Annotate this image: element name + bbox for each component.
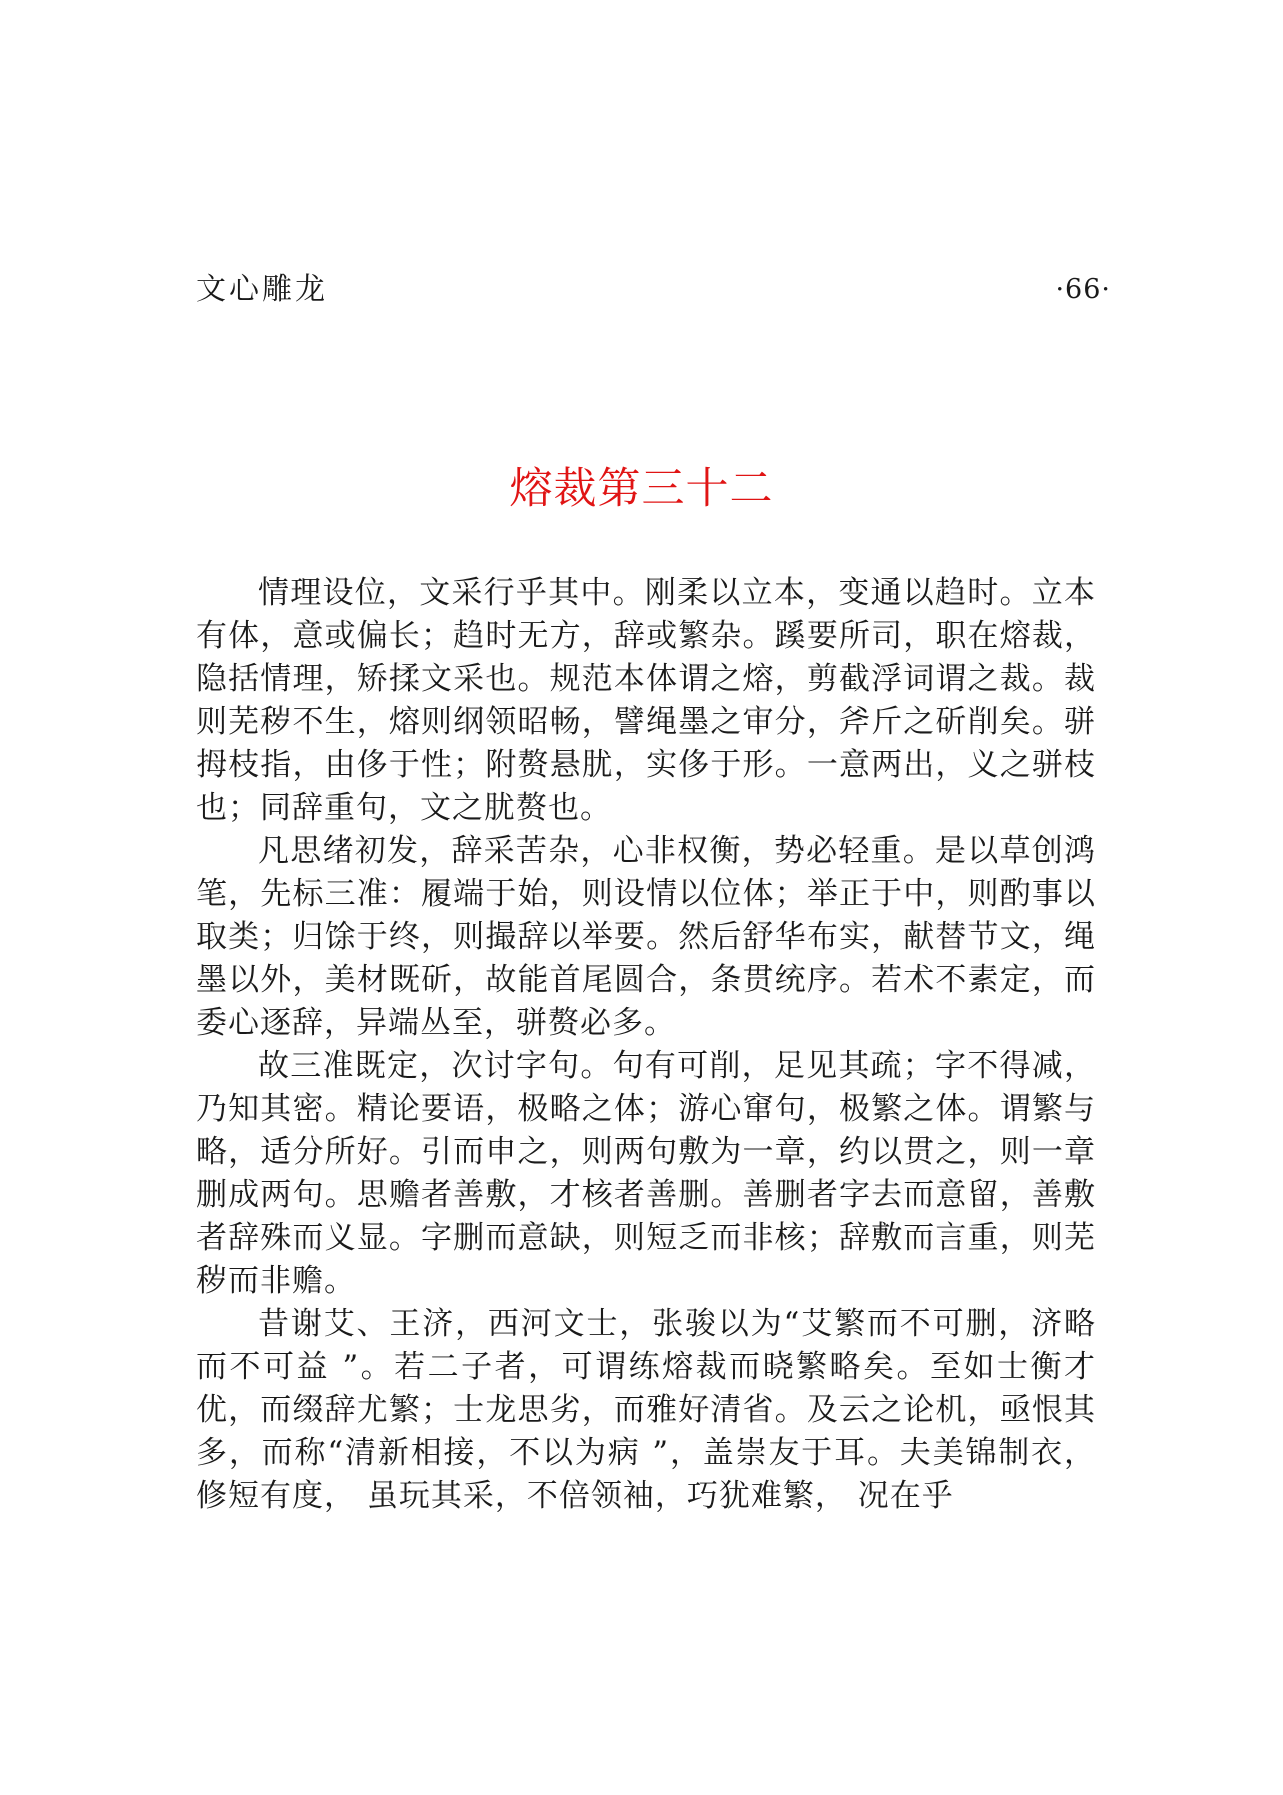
chapter-title: 熔裁第三十二 (509, 464, 774, 514)
book-title: 文心雕龙 (196, 272, 328, 307)
paragraph-1: 情理设位，文采行乎其中。刚柔以立本，变通以趋时。立本有体，意或偏长；趋时无方，辞或繁杂。蹊要所司，职在熔裁，隐括情理，矫揉文采也。规范本体谓之熔，剪截浮词谓之裁。裁则芜秽不生，熔则纲领昭畅，譬绳墨之审分，斧斤之斫削矣。骈拇枝指，由侈于性；附赘悬肬，实侈于形。一意两出，义之骈枝也；同辞重句，文之肬赘也。 (196, 575, 1096, 826)
page-number: ·66· (1055, 274, 1111, 305)
paragraph-4: 昔谢艾、王济，西河文士，张骏以为“艾繁而不可删，济略而不可益 ”。若二子者，可谓练熔裁而晓繁略矣。至如士衡才优，而缀辞尤繁；士龙思劣，而雅好清省。及云之论机，亟恨其多，而称“清新相接，不以为病 ”，盖崇友于耳。夫美锦制衣，修短有度， 虽玩其采，不倍领袖，巧犹难繁， 况在乎 (196, 1306, 1096, 1514)
body-text (196, 572, 1096, 1518)
paragraph-3: 故三准既定，次讨字句。句有可削，足见其疏；字不得减，乃知其密。精论要语，极略之体；游心窜句，极繁之体。谓繁与略，适分所好。引而申之，则两句敷为一章，约以贯之，则一章删成两句。思赡者善敷，才核者善删。善删者字去而意留，善敷者辞殊而义显。字删而意缺，则短乏而非核；辞敷而言重，则芜秽而非赡。 (196, 1048, 1096, 1299)
running-header (196, 268, 1111, 312)
paragraph-2: 凡思绪初发，辞采苦杂，心非权衡，势必轻重。是以草创鸿笔，先标三准：履端于始，则设情以位体；举正于中，则酌事以取类；归馀于终，则撮辞以举要。然后舒华布实，献替节文，绳墨以外，美材既斫，故能首尾圆合，条贯统序。若术不素定，而委心逐辞，异端丛至，骈赘必多。 (196, 833, 1096, 1041)
